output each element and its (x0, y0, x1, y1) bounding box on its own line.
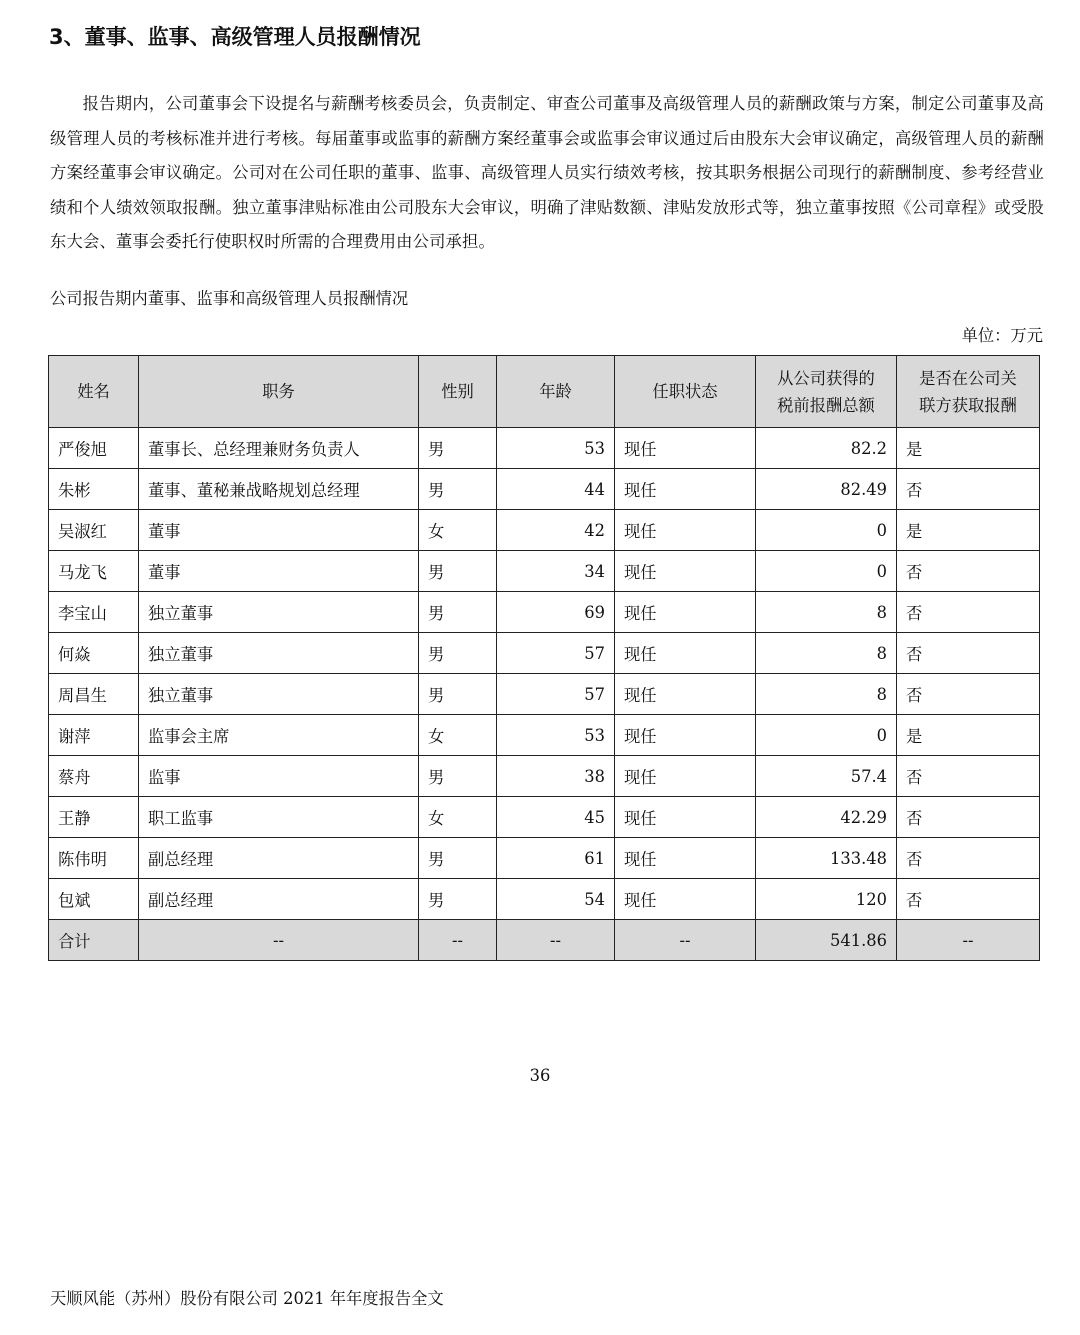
cell-related: 是 (897, 428, 1040, 469)
cell-gender: 男 (419, 551, 497, 592)
cell-status: 现任 (615, 715, 756, 756)
table-row (49, 510, 1040, 551)
cell-status: 现任 (615, 592, 756, 633)
total-age: -- (497, 920, 615, 961)
header-pay-line2: 税前报酬总额 (777, 395, 875, 415)
cell-position: 董事长、总经理兼财务负责人 (139, 428, 419, 469)
cell-related: 否 (897, 838, 1040, 879)
cell-status: 现任 (615, 838, 756, 879)
cell-status: 现任 (615, 674, 756, 715)
cell-gender: 男 (419, 633, 497, 674)
cell-gender: 女 (419, 797, 497, 838)
table-row (49, 469, 1040, 510)
cell-pay: 0 (756, 551, 897, 592)
cell-gender: 女 (419, 510, 497, 551)
header-related (897, 356, 1040, 428)
cell-age: 45 (497, 797, 615, 838)
cell-gender: 男 (419, 674, 497, 715)
page-number: 36 (529, 1066, 551, 1085)
cell-pay: 0 (756, 510, 897, 551)
total-label: 合计 (49, 920, 139, 961)
cell-name: 严俊旭 (49, 428, 139, 469)
body-paragraph: 报告期内，公司董事会下设提名与薪酬考核委员会，负责制定、审查公司董事及高级管理人员的薪酬政策与方案，制定公司董事及高级管理人员的考核标准并进行考核。每届董事或监事的薪酬方案经董事会或监事会审议通过后由股东大会审议确定，高级管理人员的薪酬方案经董事会审议确定。公司对在公司任职的董事、监事、高级管理人员实行绩效考核，按其职务根据公司现行的薪酬制度、参考经营业绩和个人绩效领取报酬。独立董事津贴标准由公司股东大会审议，明确了津贴数额、津贴发放形式等，独立董事按照《公司章程》或受股东大会、董事会委托行使职权时所需的合理费用由公司承担。 (50, 94, 1044, 251)
cell-age: 34 (497, 551, 615, 592)
compensation-table (48, 355, 1040, 961)
cell-status: 现任 (615, 428, 756, 469)
cell-position: 独立董事 (139, 592, 419, 633)
table-row (49, 797, 1040, 838)
cell-pay: 8 (756, 633, 897, 674)
cell-related: 否 (897, 674, 1040, 715)
table-row (49, 715, 1040, 756)
cell-pay: 82.49 (756, 469, 897, 510)
header-name: 姓名 (49, 356, 139, 428)
cell-name: 包斌 (49, 879, 139, 920)
header-position: 职务 (139, 356, 419, 428)
cell-age: 69 (497, 592, 615, 633)
cell-name: 朱彬 (49, 469, 139, 510)
cell-age: 61 (497, 838, 615, 879)
cell-position: 副总经理 (139, 879, 419, 920)
cell-name: 李宝山 (49, 592, 139, 633)
cell-name: 谢萍 (49, 715, 139, 756)
cell-pay: 8 (756, 674, 897, 715)
total-status: -- (615, 920, 756, 961)
cell-gender: 男 (419, 756, 497, 797)
cell-position: 监事 (139, 756, 419, 797)
cell-status: 现任 (615, 879, 756, 920)
cell-status: 现任 (615, 551, 756, 592)
cell-age: 42 (497, 510, 615, 551)
cell-pay: 42.29 (756, 797, 897, 838)
cell-age: 53 (497, 428, 615, 469)
cell-name: 吴淑红 (49, 510, 139, 551)
cell-pay: 133.48 (756, 838, 897, 879)
cell-name: 蔡舟 (49, 756, 139, 797)
cell-gender: 男 (419, 592, 497, 633)
cell-name: 陈伟明 (49, 838, 139, 879)
cell-name: 王静 (49, 797, 139, 838)
cell-pay: 120 (756, 879, 897, 920)
cell-age: 57 (497, 633, 615, 674)
total-gender: -- (419, 920, 497, 961)
cell-age: 53 (497, 715, 615, 756)
cell-gender: 男 (419, 879, 497, 920)
table-row (49, 838, 1040, 879)
cell-position: 董事 (139, 510, 419, 551)
cell-position: 独立董事 (139, 633, 419, 674)
section-heading: 3、董事、监事、高级管理人员报酬情况 (49, 25, 421, 49)
cell-position: 董事、董秘兼战略规划总经理 (139, 469, 419, 510)
cell-position: 职工监事 (139, 797, 419, 838)
cell-age: 54 (497, 879, 615, 920)
cell-gender: 男 (419, 469, 497, 510)
cell-related: 否 (897, 551, 1040, 592)
table-row (49, 879, 1040, 920)
cell-status: 现任 (615, 469, 756, 510)
table-row (49, 674, 1040, 715)
cell-related: 是 (897, 715, 1040, 756)
cell-related: 否 (897, 797, 1040, 838)
total-position: -- (139, 920, 419, 961)
cell-related: 否 (897, 879, 1040, 920)
cell-position: 监事会主席 (139, 715, 419, 756)
cell-related: 否 (897, 592, 1040, 633)
cell-gender: 女 (419, 715, 497, 756)
cell-age: 38 (497, 756, 615, 797)
table-row (49, 592, 1040, 633)
header-status: 任职状态 (615, 356, 756, 428)
table-row (49, 633, 1040, 674)
header-age: 年龄 (497, 356, 615, 428)
header-pay (756, 356, 897, 428)
table-caption: 公司报告期内董事、监事和高级管理人员报酬情况 (50, 289, 409, 308)
cell-status: 现任 (615, 797, 756, 838)
cell-name: 马龙飞 (49, 551, 139, 592)
table-row (49, 756, 1040, 797)
table-body (49, 428, 1040, 920)
header-pay-line1: 从公司获得的 (777, 368, 875, 388)
table-row (49, 428, 1040, 469)
page-footer: 天顺风能（苏州）股份有限公司 2021 年年度报告全文 (50, 1289, 444, 1308)
table-header-row (49, 356, 1040, 428)
cell-status: 现任 (615, 510, 756, 551)
cell-pay: 8 (756, 592, 897, 633)
table-row (49, 551, 1040, 592)
table-total-row (49, 920, 1040, 961)
cell-status: 现任 (615, 633, 756, 674)
cell-position: 董事 (139, 551, 419, 592)
header-related-line1: 是否在公司关 (919, 368, 1017, 388)
cell-related: 是 (897, 510, 1040, 551)
cell-pay: 0 (756, 715, 897, 756)
cell-gender: 男 (419, 428, 497, 469)
cell-position: 独立董事 (139, 674, 419, 715)
cell-name: 周昌生 (49, 674, 139, 715)
cell-position: 副总经理 (139, 838, 419, 879)
cell-gender: 男 (419, 838, 497, 879)
cell-age: 44 (497, 469, 615, 510)
unit-label: 单位：万元 (961, 326, 1043, 345)
cell-age: 57 (497, 674, 615, 715)
header-gender: 性别 (419, 356, 497, 428)
cell-pay: 57.4 (756, 756, 897, 797)
cell-status: 现任 (615, 756, 756, 797)
cell-name: 何焱 (49, 633, 139, 674)
cell-related: 否 (897, 469, 1040, 510)
cell-related: 否 (897, 756, 1040, 797)
total-pay: 541.86 (756, 920, 897, 961)
cell-pay: 82.2 (756, 428, 897, 469)
header-related-line2: 联方获取报酬 (919, 395, 1017, 415)
cell-related: 否 (897, 633, 1040, 674)
total-related: -- (897, 920, 1040, 961)
